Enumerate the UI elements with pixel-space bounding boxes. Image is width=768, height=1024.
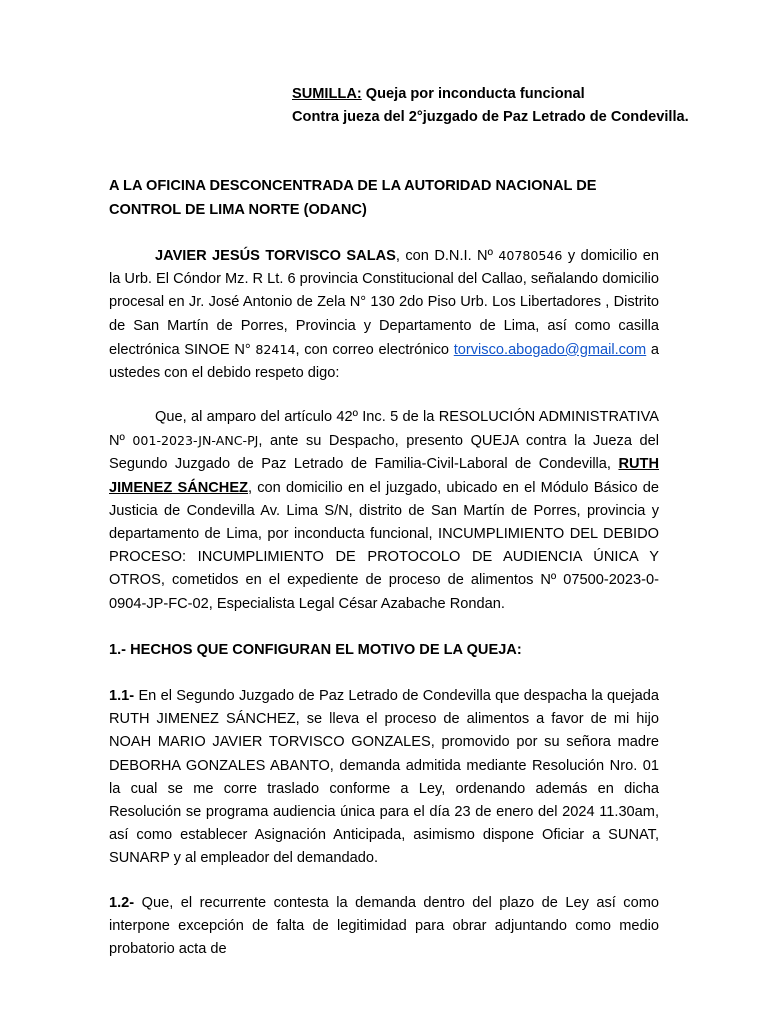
sumilla-line-2: Contra jueza del 2°juzgado de Paz Letrado de Condevilla. — [292, 109, 689, 125]
addressee-heading: A LA OFICINA DESCONCENTRADA DE LA AUTORIDAD NACIONAL DE CONTROL DE LIMA NORTE (ODANC) — [109, 178, 597, 218]
section-1-title: 1.- HECHOS QUE CONFIGURAN EL MOTIVO DE LA QUEJA: — [109, 642, 522, 658]
paragraph-1-2: 1.2- Que, el recurrente contesta la demanda dentro del plazo de Ley así como interpone excepción de falta de legitimidad para obrar adjuntando como medio probatorio acta de — [109, 895, 659, 958]
intro-paragraph: JAVIER JESÚS TORVISCO SALAS, con D.N.I. Nº 40780546 y domicilio en la Urb. El Cóndor Mz. R Lt. 6 provincia Constitucional del Callao, señalando domicilio procesal en Jr. José Antonio de Zela N° 130 2do Piso Urb. Los Libertadores , Distrito de San Martín de Porres, Provincia y Departamento de Lima, así como casilla electrónica SINOE N° 82414, con correo electrónico torvisco.abogado@gmail.com a ustedes con el debido respeto digo: — [109, 248, 660, 382]
amparo-paragraph: Que, al amparo del artículo 42º Inc. 5 de la RESOLUCIÓN ADMINISTRATIVA Nº 001-2023-JN-ANC-PJ, ante su Despacho, presento QUEJA contra la Jueza del Segundo Juzgado de Paz Letrado de Familia-Civil-Laboral de Condevilla, RUTH JIMENEZ SÁNCHEZ, con domicilio en el juzgado, ubicado en el Módulo Básico de Justicia de Condevilla Av. Lima S/N, distrito de San Martín de Porres, provincia y departamento de Lima, por inconducta funcional, INCUMPLIMIENTO DEL DEBIDO PROCESO: INCUMPLIMIENTO DE PROTOCOLO DE AUDIENCIA ÚNICA Y OTROS, cometidos en el expediente de proceso de alimentos Nº 07500-2023-0-0904-JP-FC-02, Especialista Legal César Azabache Rondan. — [109, 409, 659, 612]
judge-name: RUTH JIMENEZ SÁNCHEZ — [109, 456, 659, 496]
sinoe-number: 82414 — [255, 341, 296, 357]
sumilla-subject: Queja por inconducta funcional — [361, 86, 585, 102]
paragraph-1-1: 1.1- En el Segundo Juzgado de Paz Letrado de Condevilla que despacha la quejada RUTH JIMENEZ SÁNCHEZ, se lleva el proceso de alimentos a favor de mi hijo NOAH MARIO JAVIER TORVISCO GONZALES, promovido por su señora madre DEBORHA GONZALES ABANTO, demanda admitida mediante Resolución Nro. 01 la cual se me corre traslado conforme a Ley, ordenando además en dicha Resolución se programa audiencia única para el día 23 de enero del 2024 11.30am, así como establecer Asignación Anticipada, asimismo dispone Oficiar a SUNAT, SUNARP y al empleador del demandado. — [109, 688, 659, 867]
sumilla-block — [292, 83, 689, 129]
resolution-number: 001-2023-JN-ANC-PJ — [132, 433, 259, 449]
dni-number: 40780546 — [498, 248, 563, 263]
sumilla-label: SUMILLA: — [292, 86, 362, 102]
paragraph-1-2-label: 1.2- — [109, 895, 135, 911]
email-link[interactable]: torvisco.abogado@gmail.com — [453, 341, 647, 358]
sumilla-line-1 — [292, 83, 689, 106]
complainant-name: JAVIER JESÚS TORVISCO SALAS — [155, 248, 396, 264]
paragraph-1-1-label: 1.1- — [109, 688, 135, 704]
